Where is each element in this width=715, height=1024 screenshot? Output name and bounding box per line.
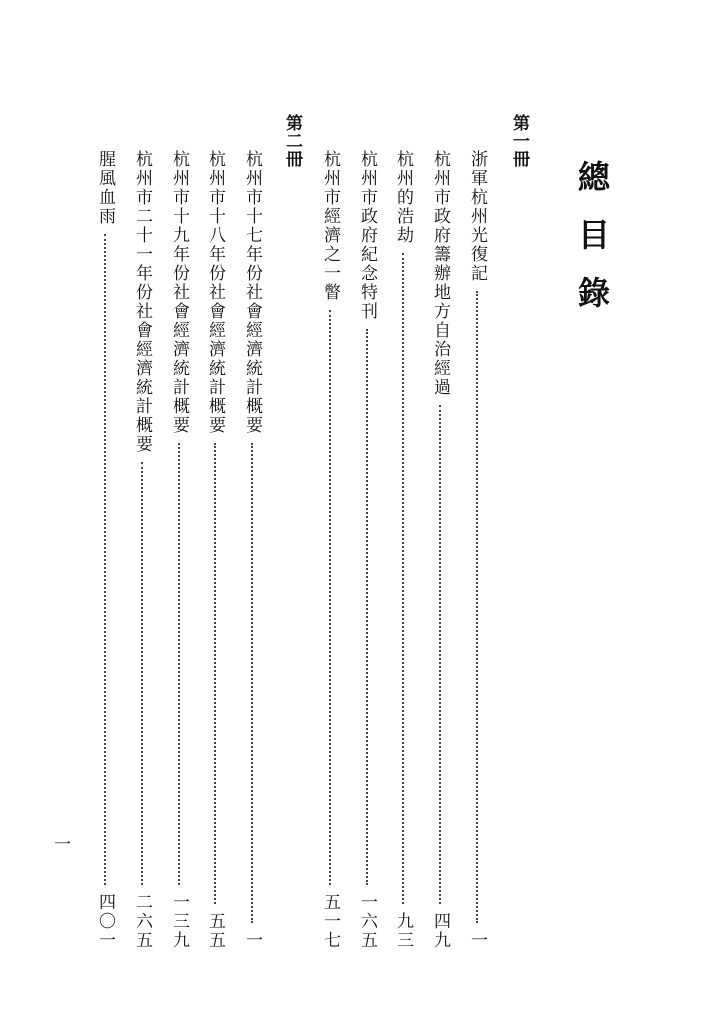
toc-entry	[427, 150, 453, 950]
entry-title: 杭州的浩劫	[393, 150, 413, 245]
leader-dots	[104, 234, 106, 885]
leader-dots	[141, 462, 143, 885]
volume-heading: 第二冊	[282, 114, 302, 168]
entry-page: 五五	[205, 912, 225, 950]
entry-title: 杭州市十七年份社會經濟統計概要	[242, 150, 262, 435]
toc-entry	[92, 150, 118, 950]
entry-page: 一	[467, 931, 487, 950]
leader-dots	[214, 443, 216, 904]
leader-dots	[329, 310, 331, 885]
toc-entry	[464, 150, 490, 950]
toc-entry	[354, 150, 380, 950]
entry-page: 四九	[430, 912, 450, 950]
page-title: 總目錄	[573, 160, 611, 334]
entry-title: 杭州市政府紀念特刊	[357, 150, 377, 321]
entry-title: 杭州市十九年份社會經濟統計概要	[169, 150, 189, 435]
entry-title: 杭州市二十一年份社會經濟統計概要	[132, 150, 152, 454]
page-number: 一	[50, 835, 70, 852]
leader-dots	[476, 291, 478, 923]
entry-title: 杭州市十八年份社會經濟統計概要	[205, 150, 225, 435]
entry-title: 杭州市經濟之一瞥	[320, 150, 340, 302]
entry-title: 浙軍杭州光復記	[467, 150, 487, 283]
entry-page: 一六五	[357, 893, 377, 950]
leader-dots	[251, 443, 253, 923]
entry-page: 二六五	[132, 893, 152, 950]
leader-dots	[439, 405, 441, 904]
toc-entry	[202, 150, 228, 950]
entry-page: 四〇一	[95, 893, 115, 950]
entry-page: 一三九	[169, 893, 189, 950]
leader-dots	[178, 443, 180, 885]
leader-dots	[366, 329, 368, 885]
entry-page: 九三	[393, 912, 413, 950]
entry-page: 一	[242, 931, 262, 950]
leader-dots	[402, 253, 404, 904]
entry-title: 腥風血雨	[95, 150, 115, 226]
toc-entry	[317, 150, 343, 950]
volume-heading: 第一冊	[509, 114, 529, 168]
toc-entry	[390, 150, 416, 950]
toc-entry	[129, 150, 155, 950]
toc-entry	[166, 150, 192, 950]
entry-page: 五一七	[320, 893, 340, 950]
toc-entry	[239, 150, 265, 950]
entry-title: 杭州市政府籌辦地方自治經過	[430, 150, 450, 397]
